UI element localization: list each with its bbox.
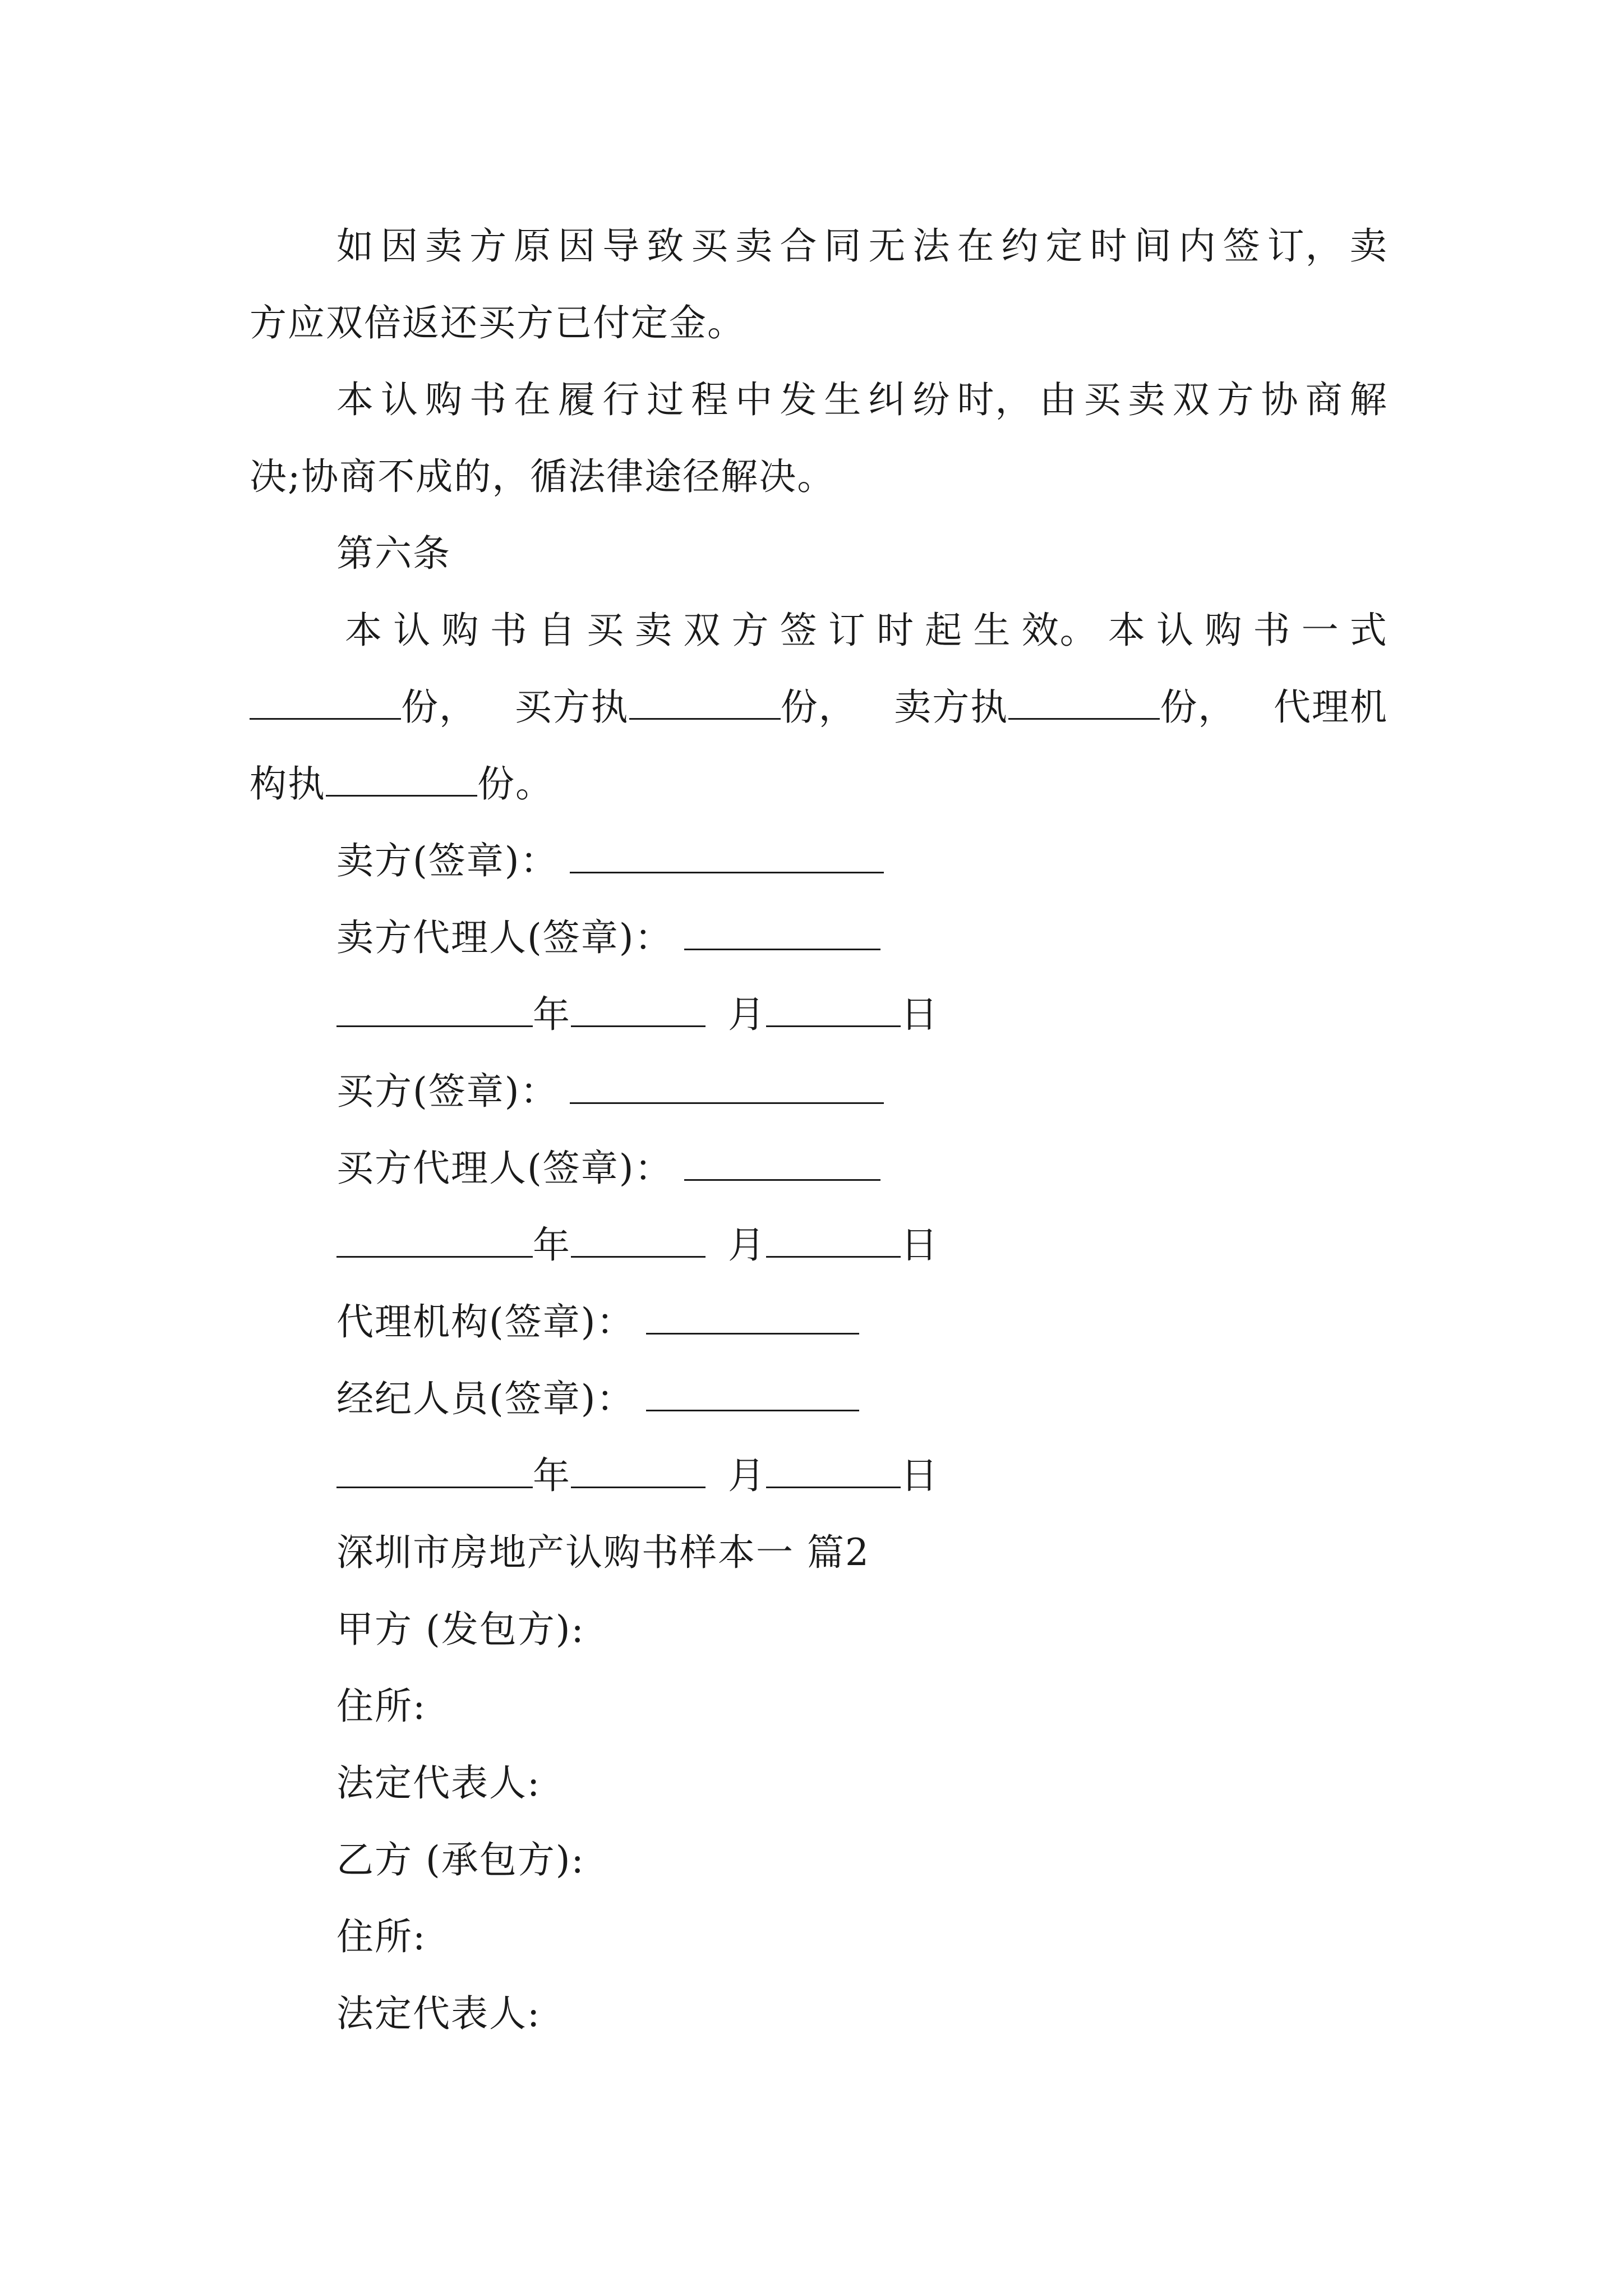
party-b-address-label: 住所: [336,1915,427,1958]
text-char: 法 [912,224,951,268]
text-char: 行 [602,378,641,421]
paragraph-2-line-2: 决;协商不成的，循法律途径解决。 [250,455,836,498]
buyer-agent-signature-row [336,1130,1475,1207]
text-char: 认 [393,609,432,652]
year-blank[interactable] [336,1446,533,1488]
text-char: 买 [586,609,625,652]
text-char: 中 [735,378,774,421]
text-char: 生 [973,609,1012,652]
agency-signature-row [336,1283,1475,1360]
text-char: 购 [1205,609,1243,652]
agency-label-part: 代理机 [1273,685,1388,729]
buyer-date-row [336,1207,1475,1283]
text-char: 卖 [735,224,774,268]
text-char: 时 [877,609,915,652]
year-blank[interactable] [336,1216,533,1258]
text-char: 无 [868,224,907,268]
text-char: 本 [1108,609,1146,652]
day-label: 日 [901,1454,939,1497]
seller-agent-signature-blank[interactable] [684,908,880,950]
day-blank[interactable] [766,985,901,1027]
text-char: 双 [683,609,722,652]
buyer-signature-label: 买方(签章)： [336,1070,559,1113]
text-char: 如 [336,224,375,268]
party-b-representative-label: 法定代表人: [336,1992,541,2035]
text-char: 发 [780,378,818,421]
article-6-heading: 第六条 [336,532,451,575]
text-char: 因 [381,224,419,268]
text-char: 定 [1045,224,1084,268]
seller-agent-signature-label: 卖方代理人(签章)： [336,916,673,959]
buyer-signature-row [336,1053,1475,1130]
text-char: 过 [647,378,685,421]
party-b-label: 乙方 (承包方): [336,1838,585,1881]
month-blank[interactable] [571,1446,706,1488]
text-char: 买 [1083,378,1122,421]
text-char: 买 [691,224,730,268]
text-char: 纠 [868,378,907,421]
article-6-line-3 [250,746,1388,822]
text-char: 致 [647,224,685,268]
text-char: 签 [780,609,818,652]
day-label: 日 [901,1223,939,1267]
broker-signature-blank[interactable] [646,1369,859,1411]
text-char: 履 [558,378,597,421]
year-label: 年 [533,1454,571,1497]
text-char: 时， [957,378,1034,421]
text-char: 由 [1039,378,1078,421]
text-char: 在 [957,224,995,268]
year-label: 年 [533,993,571,1036]
text-char: 购 [425,378,464,421]
party-a-address-label: 住所: [336,1685,427,1728]
text-char: 因 [558,224,597,268]
seller-date-row [336,976,1475,1053]
text-char: 程 [691,378,730,421]
text-char: 解 [1349,378,1388,421]
text-char: 订 [828,609,866,652]
text-char: 方 [731,609,770,652]
text-char: 生 [824,378,863,421]
month-blank[interactable] [571,1216,706,1258]
text-char: 卖 [635,609,674,652]
agency-date-row [336,1437,1475,1514]
text-char: 卖 [425,224,464,268]
text-char: 认 [381,378,419,421]
text-char: 同 [824,224,863,268]
month-blank[interactable] [571,985,706,1027]
text-char: 双 [1172,378,1211,421]
copies-unit: 份。 [477,762,554,806]
buyer-copies-group [515,669,857,746]
month-label: 月 [728,993,766,1036]
text-char: 签 [1223,224,1261,268]
seller-copies-group [894,669,1236,746]
text-char: 内 [1178,224,1217,268]
agency-signature-blank[interactable] [646,1292,859,1335]
article-6-line-2 [250,669,1388,746]
text-char: 认 [1156,609,1195,652]
day-blank[interactable] [766,1216,901,1258]
seller-copies-blank[interactable] [1008,678,1160,720]
text-char: 式 [1349,609,1388,652]
text-char: 一 [1301,609,1340,652]
text-char: 约 [1001,224,1040,268]
text-char: 原 [514,224,552,268]
text-char: 效。 [1021,609,1098,652]
part-2-title: 深圳市房地产认购书样本一 篇2 [336,1531,870,1574]
copies-unit: 份， [401,685,477,729]
text-char: 本 [345,609,383,652]
copies-unit: 份， [780,685,857,729]
text-char: 自 [538,609,577,652]
broker-signature-row [336,1360,1475,1437]
text-char: 书 [469,378,508,421]
seller-holds-label: 卖方执 [894,685,1009,729]
month-label: 月 [728,1223,766,1267]
text-char: 起 [925,609,963,652]
text-char: 合 [780,224,818,268]
month-label: 月 [728,1454,766,1497]
copies-total-blank[interactable] [250,678,401,720]
text-char: 本 [336,378,375,421]
year-label: 年 [533,1223,571,1267]
agency-copies-blank[interactable] [326,754,477,797]
text-char: 导 [602,224,641,268]
text-char: 在 [514,378,552,421]
buyer-agent-signature-blank[interactable] [684,1139,880,1181]
paragraph-1-line-1 [336,208,1388,284]
text-char: 购 [441,609,480,652]
buyer-agent-signature-label: 买方代理人(签章)： [336,1147,673,1190]
agency-signature-label: 代理机构(签章)： [336,1300,635,1343]
text-char: 商 [1305,378,1344,421]
day-blank[interactable] [766,1446,901,1488]
text-char: 卖 [1128,378,1166,421]
buyer-signature-blank[interactable] [570,1062,884,1104]
article-6-line-1 [345,592,1388,669]
text-char: 时 [1090,224,1128,268]
year-blank[interactable] [336,985,533,1027]
seller-agent-signature-row [336,899,1475,976]
text-char: 纷 [912,378,951,421]
text-char: 间 [1134,224,1173,268]
text-char: 卖 [1349,224,1388,268]
party-a-label: 甲方 (发包方): [336,1608,585,1651]
broker-signature-label: 经纪人员(签章)： [336,1377,635,1420]
paragraph-2-line-1 [336,361,1388,438]
paragraph-1-line-2: 方应双倍返还买方已付定金。 [250,301,745,344]
seller-signature-row [336,822,1475,899]
text-char: 协 [1261,378,1299,421]
seller-signature-blank[interactable] [570,831,884,873]
text-char: 书 [490,609,528,652]
text-char: 方 [1216,378,1255,421]
buyer-holds-label: 买方执 [514,685,629,729]
agency-holds-label: 构执 [250,762,326,806]
copies-total-group [250,669,477,746]
text-char: 方 [469,224,508,268]
text-char: 书 [1253,609,1292,652]
text-char: 订， [1267,224,1344,268]
buyer-copies-blank[interactable] [629,678,781,720]
seller-signature-label: 卖方(签章)： [336,839,559,882]
party-a-representative-label: 法定代表人: [336,1761,541,1805]
day-label: 日 [901,993,939,1036]
copies-unit: 份， [1160,685,1237,729]
